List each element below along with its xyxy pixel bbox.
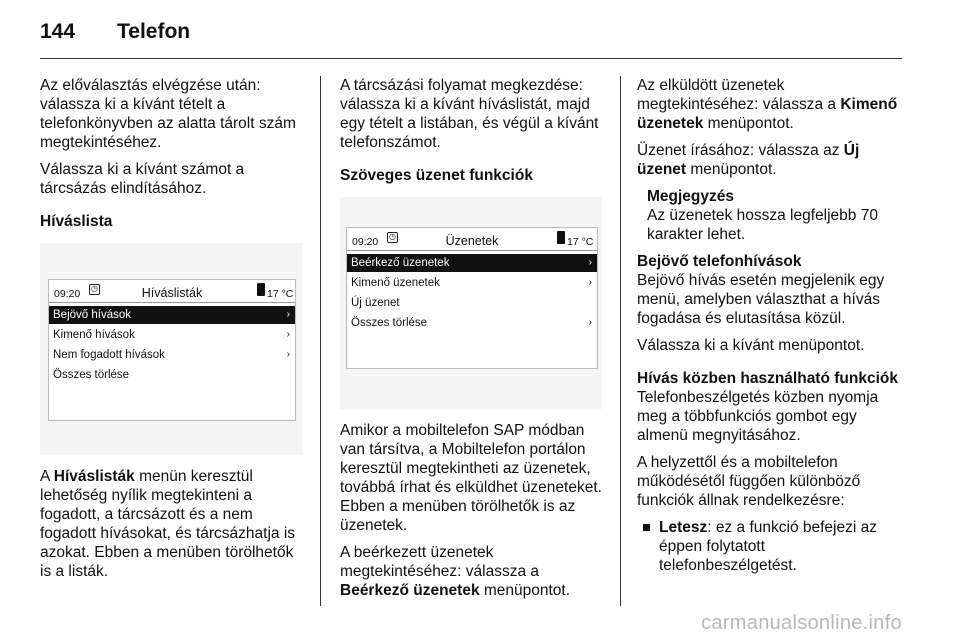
paragraph: Válassza ki a kívánt számot a tárcsázás elindításához. xyxy=(40,161,245,197)
temperature: 17 °C xyxy=(567,236,594,248)
menu-term: Beérkező üzenetek xyxy=(340,582,480,599)
screen-image-hivaslista xyxy=(40,243,302,455)
column-divider-2 xyxy=(620,76,621,606)
paragraph: Telefonbeszélgetés közben nyomja meg a többfunkciós gombot egy almenü megnyitásához. xyxy=(637,389,879,444)
chevron-right-icon: › xyxy=(286,329,290,340)
note-text: Az üzenetek hossza legfeljebb 70 karakter lehet. xyxy=(647,207,878,243)
column-3 xyxy=(637,76,905,575)
paragraph: Az előválasztás elvégzése után: válassza ki a kívánt tételt a telefonkönyvben az alatta tárolt szám megtekintéséhez. xyxy=(40,77,296,151)
chevron-right-icon: › xyxy=(588,257,592,268)
header-rule xyxy=(40,58,902,59)
menu-item-bejovo-hivasok[interactable] xyxy=(49,306,295,324)
column-2 xyxy=(340,76,608,608)
divider xyxy=(347,250,597,251)
section-heading: Bejövő telefonhívások xyxy=(637,253,802,270)
clock: 09:20 xyxy=(54,288,81,300)
menu-item-label: Összes törlése xyxy=(351,317,428,329)
menu-item-osszes-torlese[interactable] xyxy=(347,314,597,332)
menu-item-label: Új üzenet xyxy=(351,297,400,309)
text: Az elküldött üzenetek megtekintéséhez: válassza a xyxy=(637,77,841,113)
menu-item-label: Beérkező üzenetek xyxy=(351,257,450,269)
menu-item-label: Nem fogadott hívások xyxy=(53,349,165,361)
clock-icon: ◷ xyxy=(387,232,398,243)
page-title: Telefon xyxy=(117,20,191,43)
page-header xyxy=(0,0,960,58)
note-title: Megjegyzés xyxy=(647,188,735,205)
text: A beérkezett üzenetek megtekintéséhez: válassza a xyxy=(340,544,540,580)
menu-term: Híváslisták xyxy=(53,468,135,485)
column-1 xyxy=(40,76,308,589)
paragraph xyxy=(637,76,905,133)
chevron-right-icon: › xyxy=(588,317,592,328)
text: A xyxy=(40,468,54,485)
text: menüpontot. xyxy=(479,582,571,599)
text: Üzenet írásához: válassza az xyxy=(637,142,844,159)
menu-term: Letesz xyxy=(659,519,708,536)
note-box xyxy=(637,187,905,244)
bullet-icon xyxy=(643,524,650,531)
text: menüpontot. xyxy=(686,161,777,178)
menu-item-beerkezo-uzenetek[interactable] xyxy=(347,254,597,272)
menu-item-kimeno-hivasok[interactable] xyxy=(49,326,295,344)
list-item xyxy=(637,518,905,575)
menu-item-uj-uzenet[interactable] xyxy=(347,294,597,312)
section-heading: Szöveges üzenet funkciók xyxy=(340,167,533,184)
phone-icon xyxy=(557,231,565,244)
status-bar xyxy=(49,280,295,302)
chevron-right-icon: › xyxy=(286,349,290,360)
text: menüpontot. xyxy=(703,115,794,132)
paragraph: A tárcsázási folyamat megkezdése: válassza ki a kívánt híváslistát, majd egy tételt a listában, és végül a kívánt telefonszámot. xyxy=(340,77,599,151)
menu-item-kimeno-uzenetek[interactable] xyxy=(347,274,597,292)
phone-icon xyxy=(257,283,265,296)
watermark: carmanualsonline.info xyxy=(701,612,902,634)
menu-item-label: Bejövő hívások xyxy=(53,309,131,321)
paragraph: A helyzettől és a mobiltelefon működésétől függően különböző funkciók állnak rendelkezésre: xyxy=(637,454,861,509)
paragraph: Bejövő hívás esetén megjelenik egy menü, amelyben választhat a hívás fogadása és elutasítása közül. xyxy=(637,272,885,327)
menu-item-label: Kimenő üzenetek xyxy=(351,277,440,289)
clock-icon: ◷ xyxy=(89,284,100,295)
menu-item-osszes-torlese[interactable] xyxy=(49,366,295,384)
screen-image-uzenetek xyxy=(340,197,602,409)
screen-title: Üzenetek xyxy=(445,234,499,248)
menu-term: Új üzenet xyxy=(637,142,860,178)
menu-item-label: Kimenő hívások xyxy=(53,329,135,341)
menu-item-label: Összes törlése xyxy=(53,369,130,381)
paragraph: Amikor a mobiltelefon SAP módban van társítva, a Mobiltelefon portálon keresztül megtekintheti az üzenetek, továbbá írhat és elküldhet üzeneteket. Ebben a menüben törölhetők is az üzenetek. xyxy=(340,422,602,534)
section-heading: Hívás közben használható funkciók xyxy=(637,370,898,387)
paragraph xyxy=(637,141,905,179)
paragraph: Válassza ki a kívánt menüpontot. xyxy=(637,337,865,354)
screen-title: Híváslisták xyxy=(141,286,203,300)
temperature: 17 °C xyxy=(267,288,294,300)
text: : ez a funkció befejezi az éppen folytatott telefonbeszélgetést. xyxy=(659,519,877,574)
device-screen xyxy=(48,279,296,421)
paragraph xyxy=(340,543,608,600)
divider xyxy=(49,302,295,303)
chevron-right-icon: › xyxy=(286,309,290,320)
section-heading: Híváslista xyxy=(40,213,113,230)
page-number: 144 xyxy=(40,20,76,43)
menu-term: Kimenő üzenetek xyxy=(637,96,898,132)
text: menün keresztül lehetőség nyílik megtekinteni a fogadott, a tárcsázott és a nem fogadott hívásokat, és tárcsázhatja is azokat. Ebben a menüben törölhetők is a listák. xyxy=(40,468,296,580)
device-screen xyxy=(346,227,598,369)
column-divider-1 xyxy=(320,76,321,606)
chevron-right-icon: › xyxy=(588,277,592,288)
menu-item-nem-fogadott[interactable] xyxy=(49,346,295,364)
paragraph xyxy=(40,467,308,581)
clock: 09:20 xyxy=(352,236,379,248)
status-bar xyxy=(347,228,597,250)
